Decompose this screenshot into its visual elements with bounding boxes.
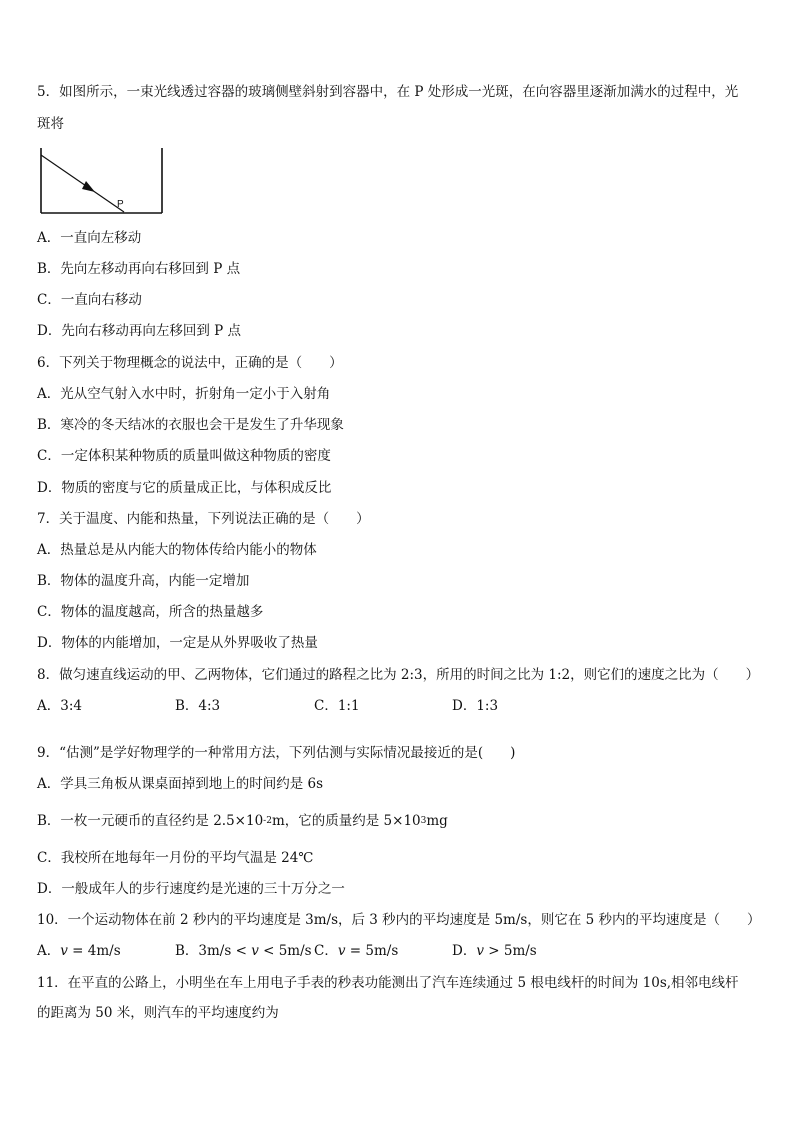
q7-stem: 7．关于温度、内能和热量，下列说法正确的是（ ） bbox=[37, 511, 370, 527]
q10-option-d-var: v bbox=[476, 943, 484, 959]
q10-option-b-left: 3m/s < bbox=[198, 943, 252, 959]
q10-option-a-rest: = 4m/s bbox=[67, 943, 121, 959]
q9-option-b-text2: m，它的质量约是 5×10 bbox=[271, 813, 421, 829]
q6-option-d: D．物质的密度与它的质量成正比，与体积成反比 bbox=[37, 480, 332, 496]
q6-option-a: A．光从空气射入水中时，折射角一定小于入射角 bbox=[37, 386, 331, 402]
q10-option-c-var: v bbox=[337, 943, 346, 959]
q9-option-a: A．学具三角板从课桌面掉到地上的时间约是 6s bbox=[37, 776, 324, 792]
q5-option-a: A．一直向左移动 bbox=[37, 230, 142, 246]
q6-option-c: C．一定体积某种物质的质量叫做这种物质的密度 bbox=[37, 448, 331, 464]
q11-stem-line1: 11．在平直的公路上，小明坐在车上用电子手表的秒表功能测出了汽车连续通过 5 根电线杆的时间为 10s,相邻电线杆 bbox=[37, 975, 739, 991]
q7-option-c: C．物体的温度越高，所含的热量越多 bbox=[37, 604, 264, 620]
q8-option-d: D．1:3 bbox=[452, 698, 499, 714]
q9-option-b bbox=[37, 812, 448, 832]
q10-option-c-prefix: C． bbox=[314, 943, 338, 959]
q8-option-c: C．1:1 bbox=[314, 698, 360, 714]
q5-stem-line2: 斑将 bbox=[37, 116, 64, 132]
q10-option-a bbox=[37, 942, 121, 960]
q6-option-b: B．寒冷的冬天结冰的衣服也会干是发生了升华现象 bbox=[37, 417, 344, 433]
q10-stem: 10．一个运动物体在前 2 秒内的平均速度是 3m/s，后 3 秒内的平均速度是 5m/s，则它在 5 秒内的平均速度是（ ） bbox=[37, 912, 761, 928]
q10-option-d-rest: > 5m/s bbox=[483, 943, 537, 959]
q8-options bbox=[37, 697, 737, 715]
q7-option-d: D．物体的内能增加，一定是从外界吸收了热量 bbox=[37, 635, 318, 651]
container-light-diagram bbox=[38, 145, 166, 217]
q10-option-d bbox=[452, 942, 537, 960]
q6-stem: 6．下列关于物理概念的说法中，正确的是（ ） bbox=[37, 355, 343, 371]
q5-stem-line1: 5．如图所示，一束光线透过容器的玻璃侧壁斜射到容器中，在 P 处形成一光斑，在向容器里逐渐加满水的过程中，光 bbox=[37, 84, 739, 100]
q5-option-c: C．一直向右移动 bbox=[37, 292, 142, 308]
light-ray-arrow-icon bbox=[82, 181, 95, 192]
q9-option-d: D．一般成年人的步行速度约是光速的三十万分之一 bbox=[37, 881, 345, 897]
q11-stem-line2: 的距离为 50 米，则汽车的平均速度约为 bbox=[37, 1005, 279, 1021]
q5-option-d: D．先向右移动再向左移回到 P 点 bbox=[37, 323, 241, 339]
q10-option-b bbox=[175, 942, 312, 960]
q9-option-c: C．我校所在地每年一月份的平均气温是 24℃ bbox=[37, 850, 314, 866]
q10-options bbox=[37, 942, 737, 960]
q10-option-b-right: < 5m/s bbox=[258, 943, 312, 959]
q8-option-b: B．4:3 bbox=[175, 698, 221, 714]
q9-option-b-text3: mg bbox=[426, 813, 448, 829]
q10-option-c bbox=[314, 942, 398, 960]
q9-option-b-text1: B．一枚一元硬币的直径约是 2.5×10 bbox=[37, 813, 264, 829]
q8-option-a: A．3:4 bbox=[37, 698, 82, 714]
q10-option-b-prefix: B． bbox=[175, 943, 199, 959]
q7-option-a: A．热量总是从内能大的物体传给内能小的物体 bbox=[37, 542, 317, 558]
q10-option-a-var: v bbox=[60, 943, 68, 959]
q8-stem: 8．做匀速直线运动的甲、乙两物体，它们通过的路程之比为 2:3，所用的时间之比为 1:2，则它们的速度之比为（ ） bbox=[37, 667, 760, 683]
q10-option-b-var: v bbox=[251, 943, 259, 959]
q10-option-a-prefix: A． bbox=[37, 943, 61, 959]
q10-option-c-rest: = 5m/s bbox=[345, 943, 399, 959]
q7-option-b: B．物体的温度升高，内能一定增加 bbox=[37, 573, 250, 589]
q5-option-b: B．先向左移动再向右移回到 P 点 bbox=[37, 261, 241, 277]
q10-option-d-prefix: D． bbox=[452, 943, 477, 959]
point-p-label: P bbox=[117, 199, 124, 210]
q9-stem: 9．“估测”是学好物理学的一种常用方法，下列估测与实际情况最接近的是( ) bbox=[37, 745, 516, 761]
q9-option-b-exponent2: 3 bbox=[420, 816, 427, 826]
q9-option-b-exponent1: -2 bbox=[263, 816, 272, 826]
light-ray bbox=[41, 155, 124, 212]
